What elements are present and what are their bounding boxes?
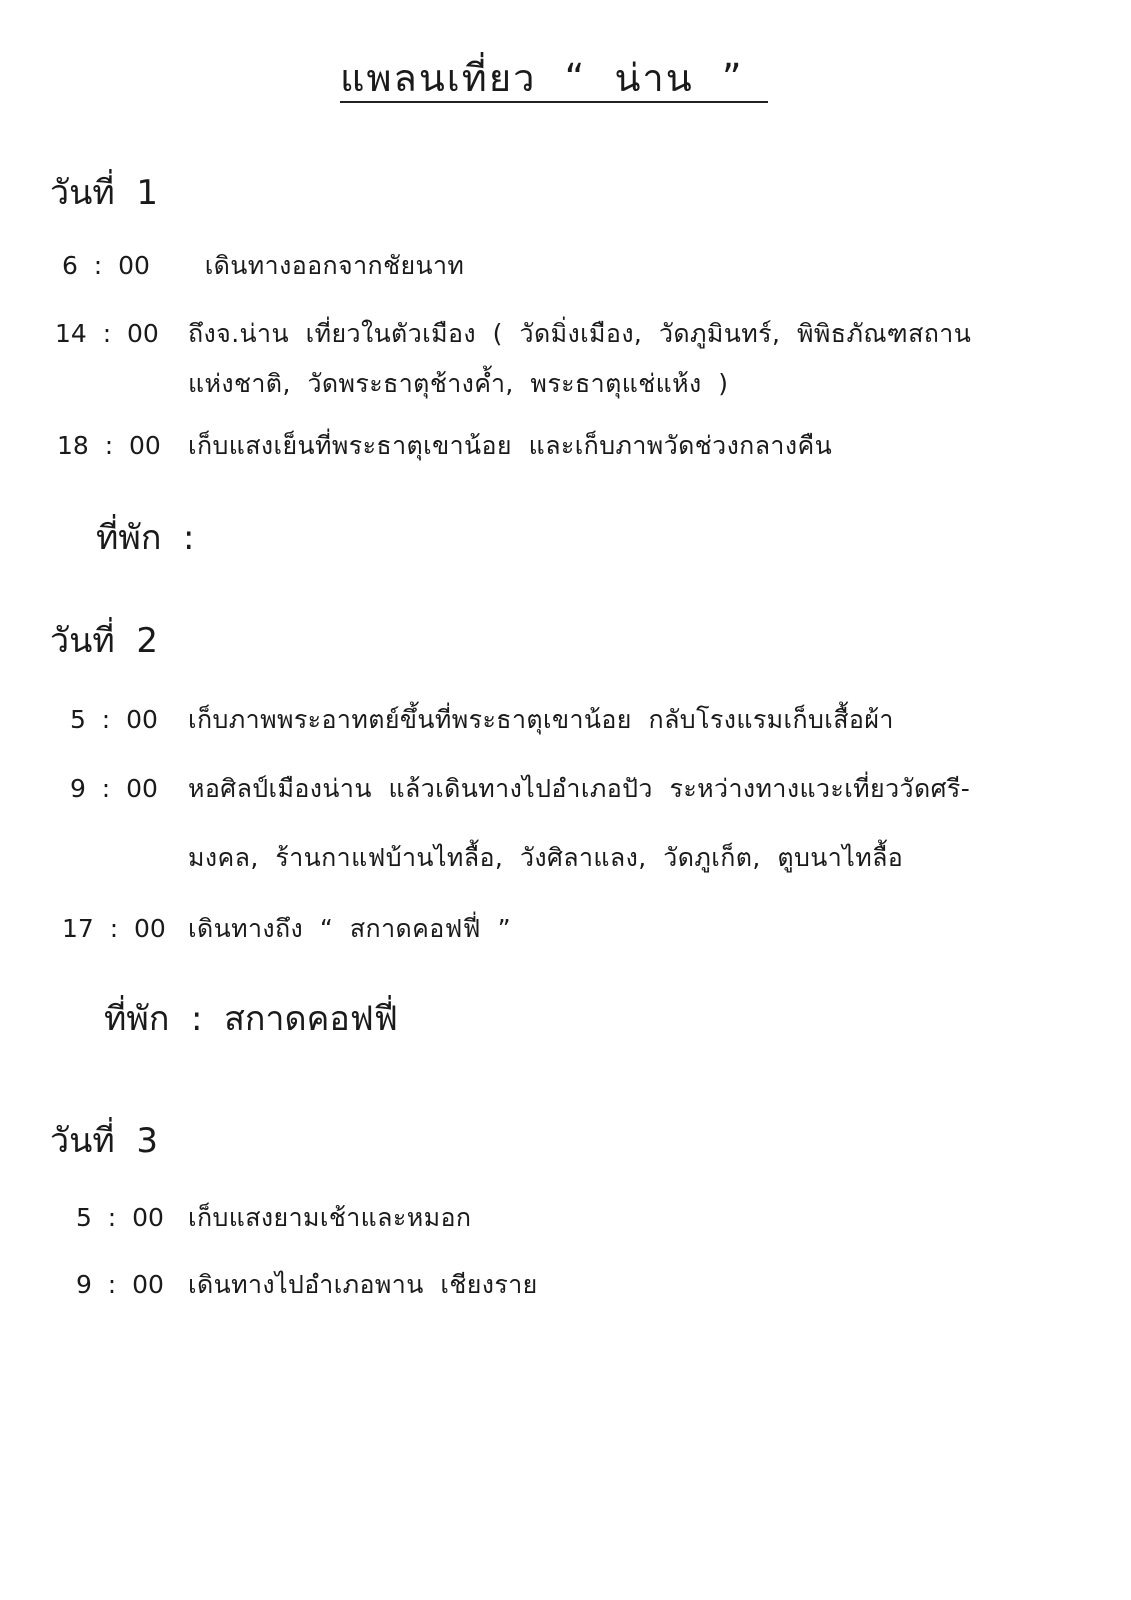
page-title: แพลนเที่ยว “ น่าน ” (340, 56, 744, 100)
day-2-item-3-desc: เดินทางถึง “ สกาดคอฟฟี่ ” (188, 914, 511, 943)
day-1-item-3-time: 18 : 00 (57, 431, 161, 460)
day-2-item-1-time: 5 : 00 (70, 705, 158, 734)
day-1-item-2-desc-cont: แห่งชาติ, วัดพระธาตุช้างค้ำ, พระธาตุแช่แห้ง ) (188, 369, 729, 398)
day-2-item-2-desc: หอศิลป์เมืองน่าน แล้วเดินทางไปอำเภอปัว ระหว่างทางแวะเที่ยววัดศรี- (188, 774, 971, 803)
day-1-heading: วันที่ 1 (50, 173, 158, 213)
day-1-item-1-desc: เดินทางออกจากชัยนาท (188, 251, 465, 280)
day-2-item-3-time: 17 : 00 (62, 914, 166, 943)
day-2-item-2-time: 9 : 00 (70, 774, 158, 803)
day-1-item-2-desc: ถึงจ.น่าน เที่ยวในตัวเมือง ( วัดมิ่งเมือง, วัดภูมินทร์, พิพิธภัณฑสถาน (188, 319, 972, 348)
day-2-heading: วันที่ 2 (50, 621, 158, 661)
day-3-item-1-desc: เก็บแสงยามเช้าและหมอก (188, 1203, 472, 1232)
day-2-item-2-desc-cont: มงคล, ร้านกาแฟบ้านไทลื้อ, วังศิลาแลง, วัดภูเก็ต, ตูบนาไทลื้อ (188, 843, 904, 872)
title-underline (340, 101, 768, 103)
day-3-heading: วันที่ 3 (50, 1121, 158, 1161)
day-1-accommodation: ที่พัก : (96, 518, 195, 558)
day-1-item-2-time: 14 : 00 (55, 319, 159, 348)
day-2-item-1-desc: เก็บภาพพระอาทตย์ขึ้นที่พระธาตุเขาน้อย กลับโรงแรมเก็บเสื้อผ้า (188, 705, 894, 734)
day-3-item-1-time: 5 : 00 (76, 1203, 164, 1232)
day-2-accommodation: ที่พัก : สกาดคอฟฟี่ (104, 999, 398, 1039)
day-3-item-2-time: 9 : 00 (76, 1270, 164, 1299)
day-1-item-1-time: 6 : 00 (62, 251, 150, 280)
day-3-item-2-desc: เดินทางไปอำเภอพาน เชียงราย (188, 1270, 538, 1299)
day-1-item-3-desc: เก็บแสงเย็นที่พระธาตุเขาน้อย และเก็บภาพวัดช่วงกลางคืน (188, 431, 833, 460)
